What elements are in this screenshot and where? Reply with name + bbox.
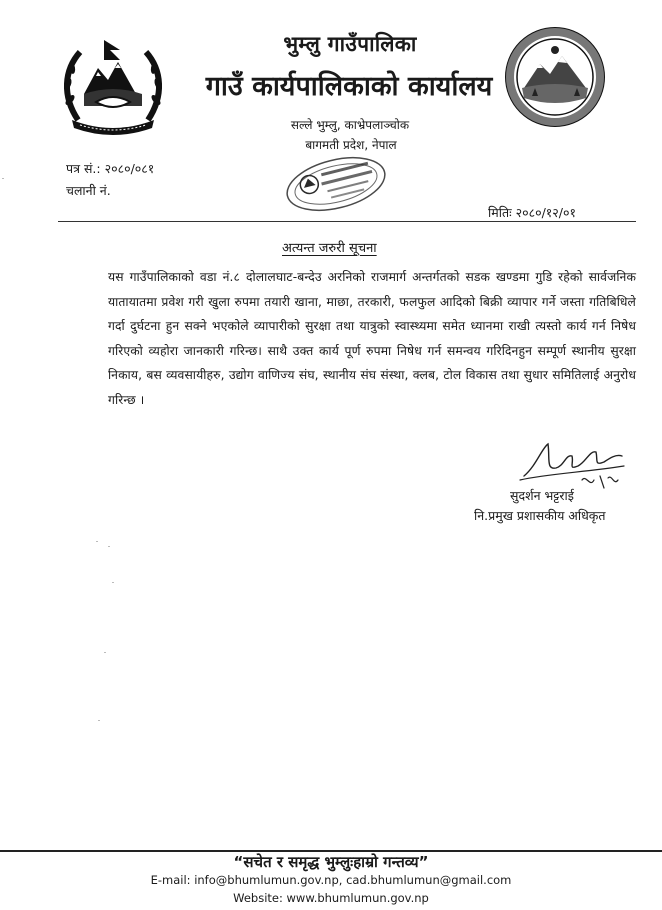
dispatch-number: चलानी नं. xyxy=(66,183,111,198)
office-name: गाउँ कार्यपालिकाको कार्यालय xyxy=(205,71,493,102)
municipality-name: भुम्लु गाउँपालिका xyxy=(283,32,417,56)
nepal-government-emblem-icon xyxy=(58,36,168,140)
scan-speck xyxy=(98,720,100,721)
header-divider xyxy=(58,221,636,222)
scan-speck xyxy=(108,546,110,547)
scan-speck xyxy=(112,582,114,583)
letter-reference-number: पत्र सं.: २०८०/०८१ xyxy=(66,161,155,176)
notice-subject: अत्यन्त जरुरी सूचना xyxy=(282,241,377,256)
notice-body: यस गाउँपालिकाको वडा नं.८ दोलालघाट-बन्देउ अरनिको राजमार्ग अन्तर्गतको सडक खण्डमा गुडि रहेको सार्वजनिक यातायातमा प्रवेश गरी खुला रुपमा तयारी खाना, माछा, तरकारी, फलफुल आदिको बिक्री व्यापार गर्ने जस्ता गतिबिधिले गर्दा दुर्घटना हुन सक्ने भएकोले व्यापारीको सुरक्षा तथा यात्रुको स्वास्थ्यमा समेत ध्यानमा राखी त्यस्तो कार्य गर्न निषेध गरिएको व्यहोरा जानकारी गरिन्छ। साथै उक्त कार्य पूर्ण रुपमा निषेध गर्न समन्वय गरिदिनहुन सम्पूर्ण स्थानीय सुरक्षा निकाय, बस व्यवसायीहरु, उद्योग वाणिज्य संघ, स्थानीय संघ संस्था, क्लब, टोल विकास तथा सुधार समितिलाई अनुरोध गरिन्छ । xyxy=(108,270,636,407)
signatory-name: सुदर्शन भट्टराई xyxy=(510,488,574,503)
footer-slogan: “सचेत र समृद्ध भुम्लुःहाम्रो गन्तव्य” xyxy=(233,853,429,871)
signatory-designation: नि.प्रमुख प्रशासकीय अधिकृत xyxy=(474,508,606,523)
municipality-logo-icon xyxy=(502,26,608,128)
office-address-line1: सल्ले भुम्लु, काभ्रेपलाञ्चोक xyxy=(290,118,410,132)
office-seal-stamp xyxy=(276,148,396,220)
handwritten-signature xyxy=(516,436,628,494)
footer-email: E-mail: info@bhumlumun.gov.np, cad.bhumlumun@gmail.com xyxy=(150,873,512,887)
letter-date: मितिः २०८०/१२/०१ xyxy=(488,205,576,220)
footer-website: Website: www.bhumlumun.gov.np xyxy=(233,891,429,905)
scan-speck xyxy=(104,652,106,653)
scan-speck xyxy=(96,541,98,542)
office-address-line2: बागमती प्रदेश, नेपाल xyxy=(305,138,397,152)
scan-speck xyxy=(2,178,4,179)
